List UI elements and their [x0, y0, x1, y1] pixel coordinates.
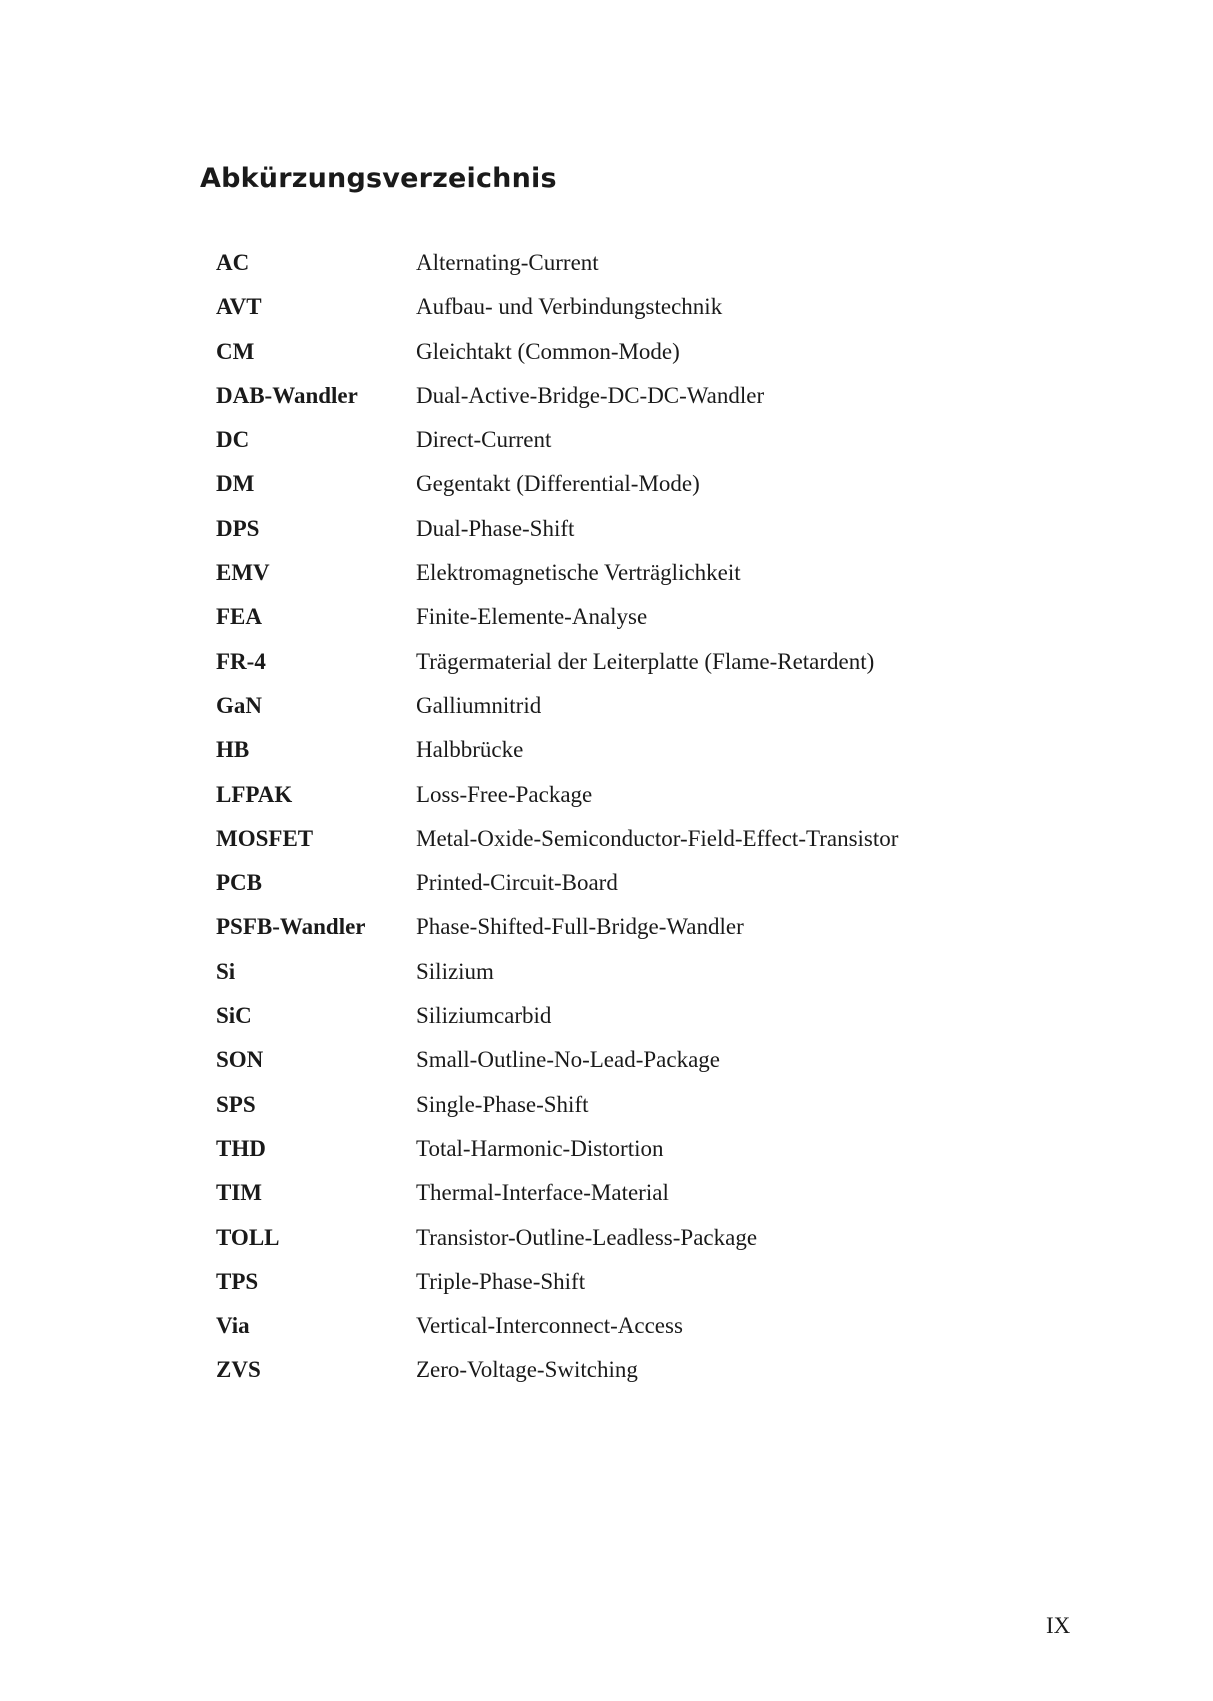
abbreviation-list — [216, 250, 1016, 1402]
abbreviation-description: Total-Harmonic-Distortion — [416, 1135, 664, 1161]
abbreviation-term: HB — [216, 737, 250, 763]
abbreviation-row — [216, 516, 1016, 560]
abbreviation-row — [216, 1047, 1016, 1091]
abbreviation-term: DC — [216, 427, 250, 453]
abbreviation-description: Dual-Phase-Shift — [416, 515, 575, 541]
abbreviation-term: THD — [216, 1135, 266, 1161]
abbreviation-term: SON — [216, 1047, 264, 1073]
abbreviation-row — [216, 250, 1016, 294]
abbreviation-row — [216, 1313, 1016, 1357]
abbreviation-description: Gleichtakt (Common-Mode) — [416, 338, 680, 364]
abbreviation-description: Transistor-Outline-Leadless-Package — [416, 1224, 758, 1250]
abbreviation-row — [216, 294, 1016, 338]
abbreviation-description: Gegentakt (Differential-Mode) — [416, 471, 700, 497]
abbreviation-description: Aufbau- und Verbindungstechnik — [416, 294, 723, 320]
abbreviation-row — [216, 649, 1016, 693]
abbreviation-row — [216, 604, 1016, 648]
abbreviation-term: Via — [216, 1313, 250, 1339]
abbreviation-description: Printed-Circuit-Board — [416, 870, 618, 896]
abbreviation-term: LFPAK — [216, 781, 293, 807]
abbreviation-description: Galliumnitrid — [416, 692, 542, 718]
abbreviation-row — [216, 1357, 1016, 1401]
abbreviation-term: FR-4 — [216, 648, 266, 674]
abbreviation-term: EMV — [216, 560, 270, 586]
abbreviation-description: Loss-Free-Package — [416, 781, 593, 807]
abbreviation-description: Phase-Shifted-Full-Bridge-Wandler — [416, 914, 744, 940]
page-number: IX — [1046, 1613, 1071, 1638]
abbreviation-term: SiC — [216, 1003, 252, 1029]
abbreviation-description: Small-Outline-No-Lead-Package — [416, 1047, 720, 1073]
abbreviation-term: DM — [216, 471, 255, 497]
abbreviation-row — [216, 1003, 1016, 1047]
abbreviation-term: Si — [216, 958, 236, 984]
abbreviation-term: DAB-Wandler — [216, 382, 358, 408]
abbreviation-row — [216, 471, 1016, 515]
abbreviation-term: SPS — [216, 1091, 256, 1117]
abbreviation-term: GaN — [216, 692, 262, 718]
abbreviation-description: Metal-Oxide-Semiconductor-Field-Effect-Transistor — [416, 825, 899, 851]
abbreviation-term: TPS — [216, 1268, 259, 1294]
abbreviation-description: Siliziumcarbid — [416, 1003, 552, 1029]
abbreviation-row — [216, 959, 1016, 1003]
abbreviation-row — [216, 826, 1016, 870]
abbreviation-description: Triple-Phase-Shift — [416, 1268, 586, 1294]
abbreviation-term: TIM — [216, 1180, 262, 1206]
page-title: Abkürzungsverzeichnis — [200, 163, 557, 194]
abbreviation-row — [216, 1180, 1016, 1224]
abbreviation-row — [216, 693, 1016, 737]
abbreviation-row — [216, 339, 1016, 383]
abbreviation-description: Direct-Current — [416, 427, 552, 453]
abbreviation-term: MOSFET — [216, 825, 314, 851]
abbreviation-term: PCB — [216, 870, 262, 896]
abbreviation-term: AVT — [216, 294, 262, 320]
abbreviation-row — [216, 383, 1016, 427]
abbreviation-description: Alternating-Current — [416, 250, 599, 275]
abbreviation-row — [216, 914, 1016, 958]
abbreviation-term: PSFB-Wandler — [216, 914, 366, 940]
abbreviation-row — [216, 560, 1016, 604]
abbreviation-row — [216, 1092, 1016, 1136]
abbreviation-description: Dual-Active-Bridge-DC-DC-Wandler — [416, 382, 765, 408]
abbreviation-term: DPS — [216, 515, 260, 541]
abbreviation-row — [216, 427, 1016, 471]
abbreviation-description: Finite-Elemente-Analyse — [416, 604, 648, 630]
abbreviation-term: FEA — [216, 604, 262, 630]
abbreviation-description: Elektromagnetische Verträglichkeit — [416, 560, 741, 586]
abbreviation-term: CM — [216, 338, 255, 364]
abbreviation-term: TOLL — [216, 1224, 280, 1250]
abbreviation-term: AC — [216, 250, 250, 275]
abbreviation-row — [216, 1269, 1016, 1313]
abbreviation-description: Silizium — [416, 958, 494, 984]
abbreviation-row — [216, 1136, 1016, 1180]
abbreviation-description: Trägermaterial der Leiterplatte (Flame-Retardent) — [416, 648, 875, 674]
abbreviation-term: ZVS — [216, 1357, 261, 1383]
abbreviation-description: Zero-Voltage-Switching — [416, 1357, 638, 1383]
abbreviation-description: Single-Phase-Shift — [416, 1091, 589, 1117]
abbreviation-description: Vertical-Interconnect-Access — [416, 1313, 683, 1339]
abbreviation-row — [216, 737, 1016, 781]
abbreviation-row — [216, 870, 1016, 914]
abbreviation-description: Thermal-Interface-Material — [416, 1180, 669, 1206]
abbreviation-description: Halbbrücke — [416, 737, 524, 763]
abbreviation-row — [216, 782, 1016, 826]
abbreviation-row — [216, 1225, 1016, 1269]
